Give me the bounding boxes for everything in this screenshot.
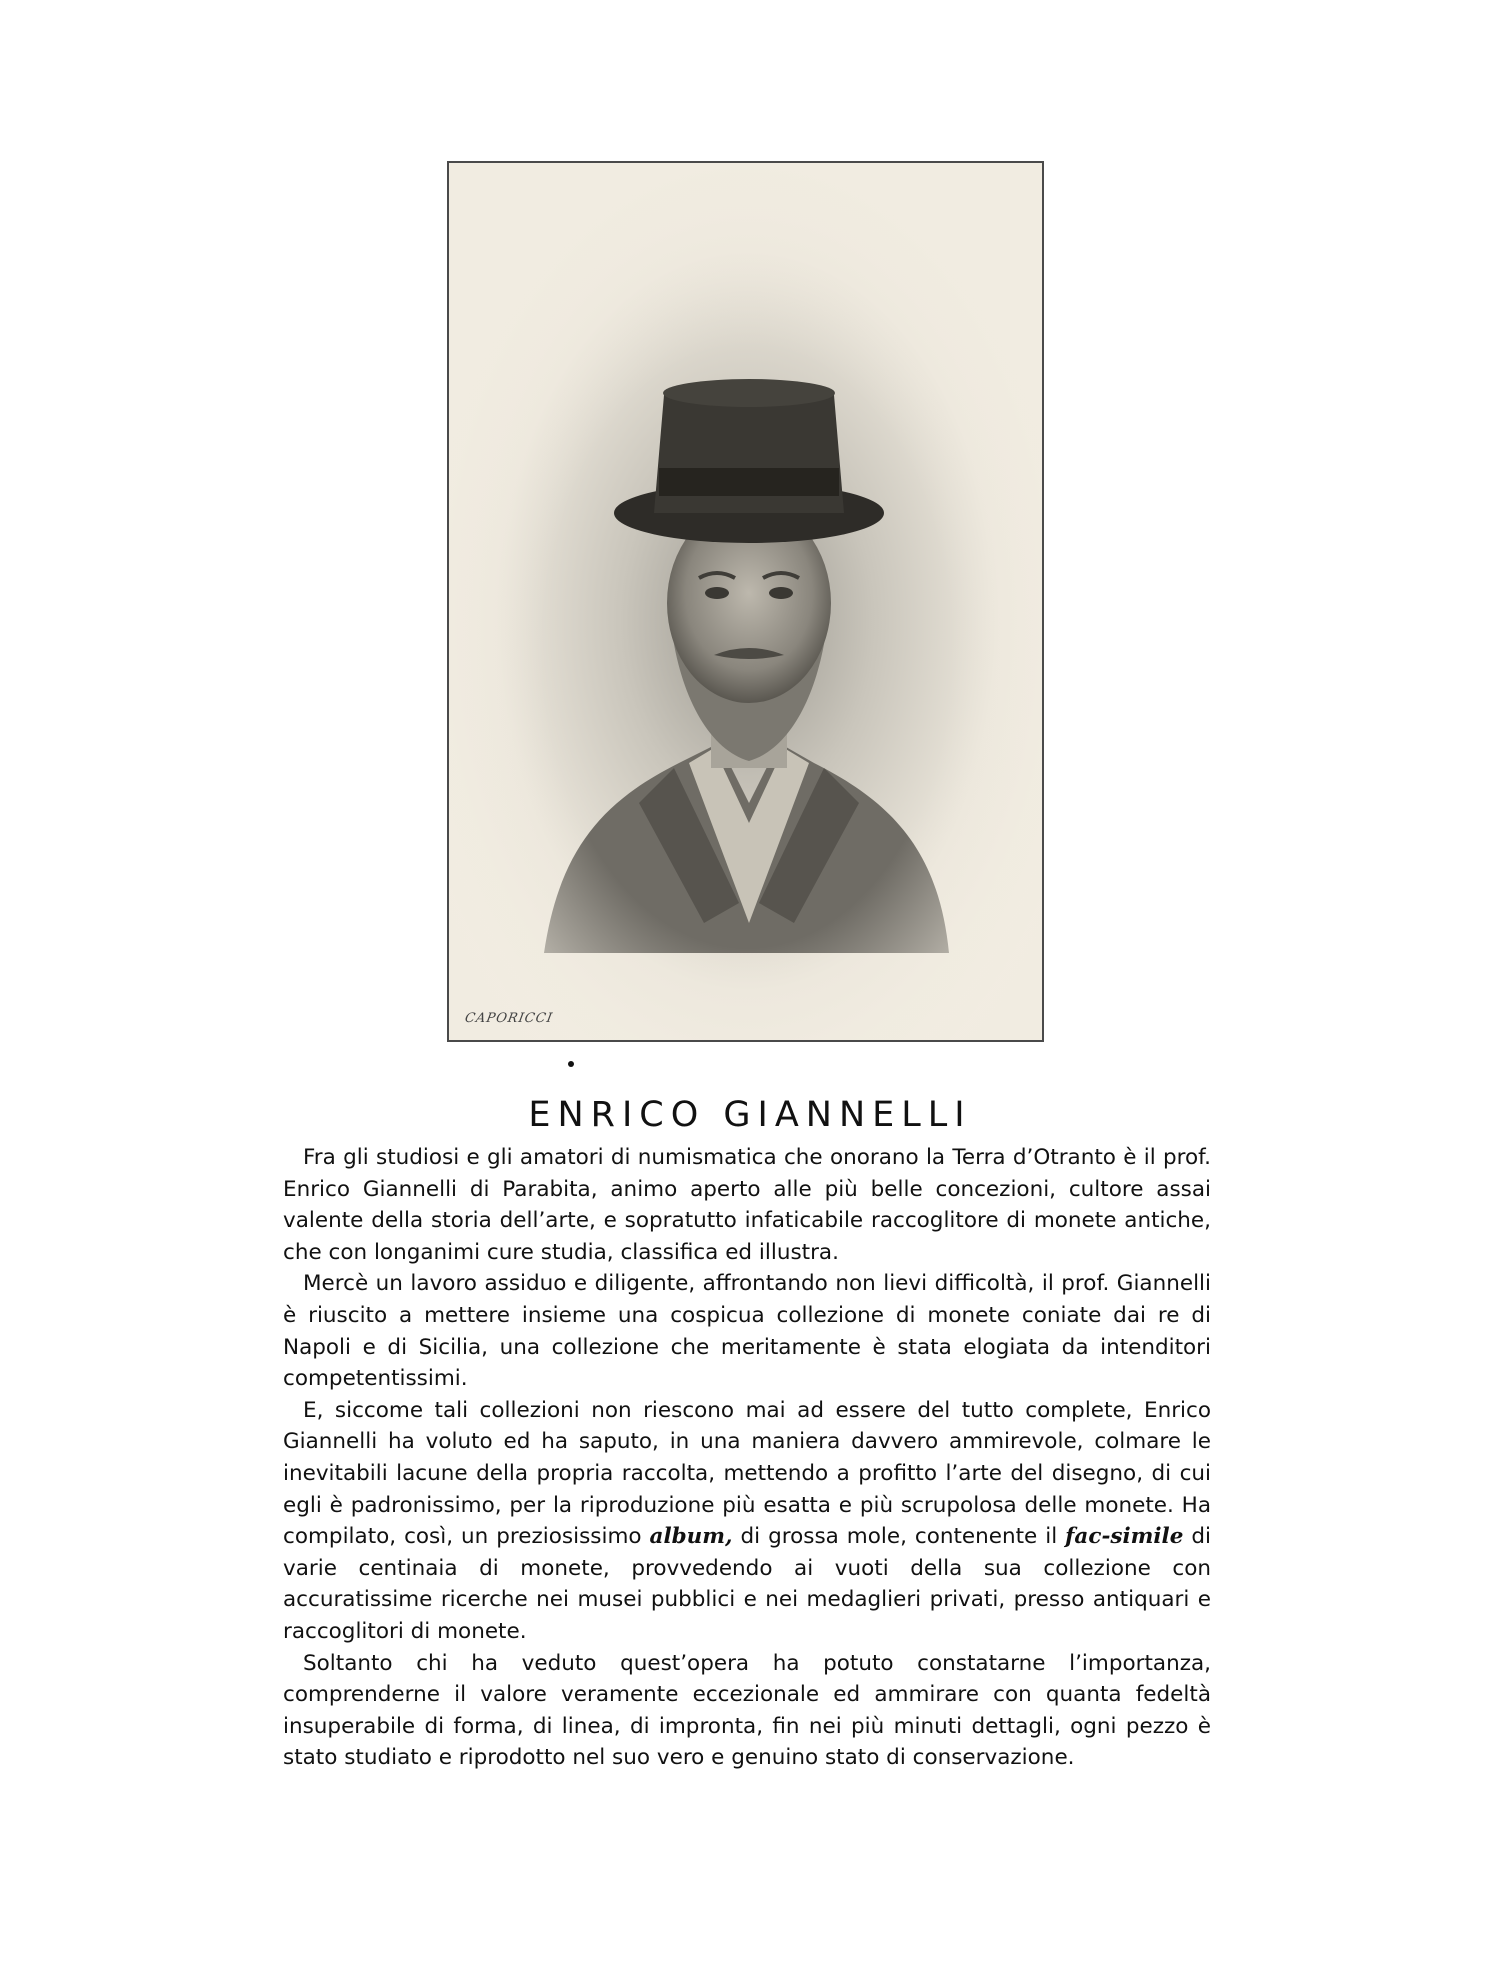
paragraph-3-part-2: di grossa mole, contenente il [732,1524,1066,1550]
album-emphasis: album, [649,1524,733,1550]
body-text [283,1142,1211,1774]
paragraph-3-part-1: E, siccome tali collezioni non riescono mai ad essere del tutto complete, Enrico Giannelli ha voluto ed ha saputo, in una maniera davvero ammirevole, colmare le inevitabili lacune della propria raccolta, mettendo a profitto l’arte del disegno, di cui egli è padronissimo, per la riproduzione più esatta e più scrupolosa delle monete. Ha compilato, così, un preziosissimo [283,1397,1211,1550]
paragraph-3 [283,1395,1211,1648]
paragraph-3-part-3: di varie centinaia di monete, provvedendo ai vuoti della sua collezione con accuratissime ricerche nei musei pubblici e nei medaglieri privati, presso antiquari e raccoglitori di monete. [283,1524,1211,1644]
fac-simile-emphasis: fac-simile [1065,1524,1184,1550]
paragraph-4: Soltanto chi ha veduto quest’opera ha potuto constatarne l’importanza, comprenderne il valore veramente eccezionale ed ammirare con quanta fedeltà insuperabile di forma, di linea, di impronta, fin nei più minuti dettagli, ogni pezzo è stato studiato e riprodotto nel suo vero e genuino stato di conservazione. [283,1650,1211,1771]
portrait-image [449,163,1044,1042]
title-dot-mark [568,1061,574,1067]
paragraph-1: Fra gli studiosi e gli amatori di numismatica che onorano la Terra d’Otranto è il prof. Enrico Giannelli di Parabita, animo aperto alle più belle concezioni, cultore assai valente della storia dell’arte, e sopratutto infaticabile raccoglitore di monete antiche, che con longanimi cure studia, classifica ed illustra. [283,1145,1211,1265]
portrait-plate [447,161,1044,1042]
paragraph-2: Mercè un lavoro assiduo e diligente, affrontando non lievi difficoltà, il prof. Giannelli è riuscito a mettere insieme una cospicua collezione di monete coniate dai re di Napoli e di Sicilia, una collezione che meritamente è stata elogiata da intenditori competentissimi. [283,1271,1211,1392]
portrait-signature: CAPORICCI [463,1011,555,1026]
page-title: ENRICO GIANNELLI [528,1095,972,1136]
